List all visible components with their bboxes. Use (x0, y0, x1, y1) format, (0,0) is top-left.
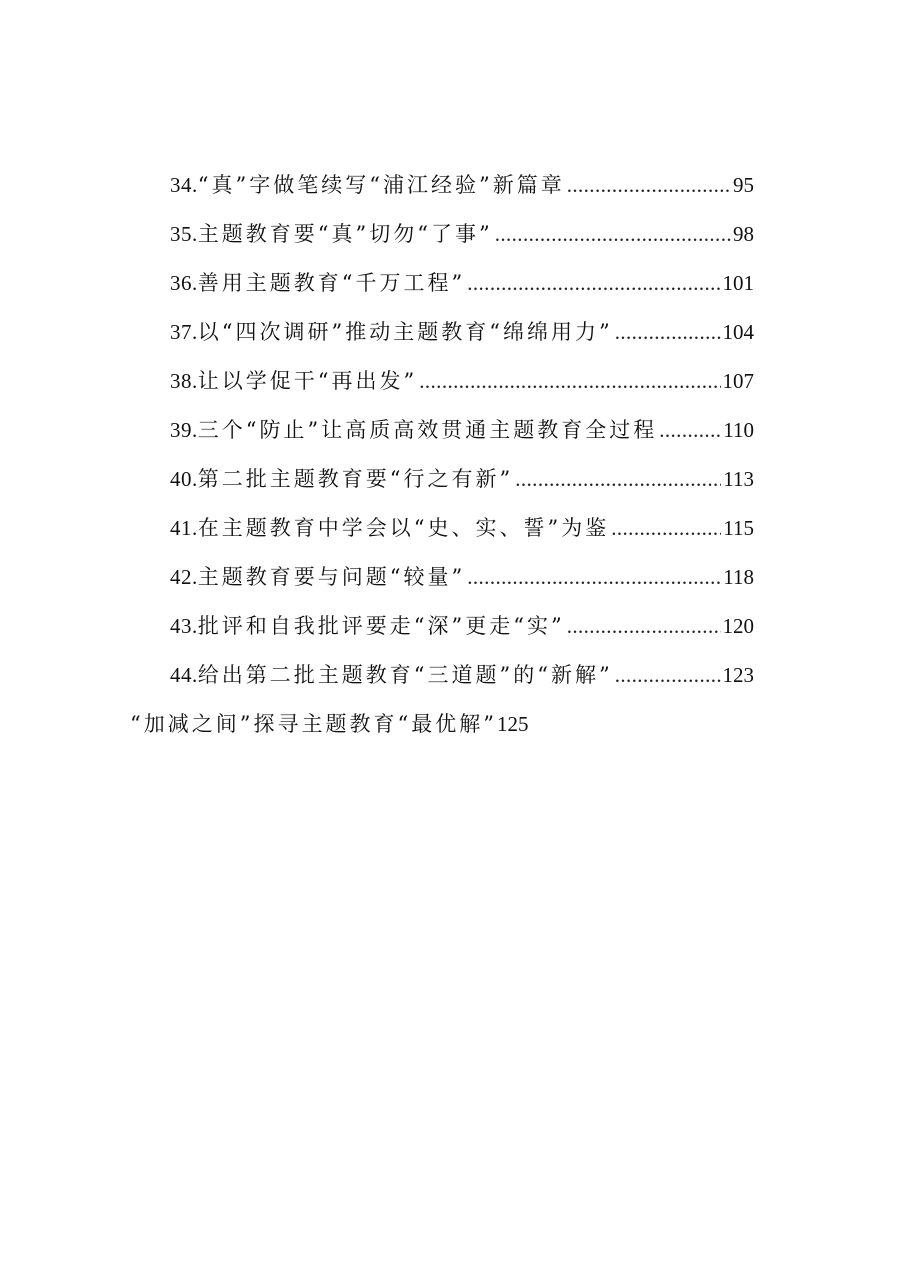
entry-title: 在主题教育中学会以“史、实、誓”为鉴 (197, 516, 610, 540)
entry-title: 三个“防止”让高质高效贯通主题教育全过程 (197, 418, 658, 442)
toc-entry-38[interactable] (170, 366, 754, 396)
entry-number: 44. (170, 663, 198, 687)
toc-entry-36[interactable] (170, 268, 754, 298)
entry-number: 36. (170, 271, 198, 295)
entry-number: 35. (170, 222, 198, 246)
entry-title: 善用主题教育“千万工程” (197, 271, 466, 295)
toc-entry-40[interactable] (170, 464, 754, 494)
dot-leader (467, 268, 720, 298)
entry-page: 110 (723, 418, 754, 442)
entry-page: 123 (722, 663, 754, 687)
toc-entry-44[interactable] (170, 660, 754, 690)
entry-number: 38. (170, 369, 198, 393)
entry-page: 113 (723, 467, 754, 491)
dot-leader (615, 660, 721, 690)
entry-page: 101 (722, 271, 754, 295)
entry-page: 120 (722, 614, 754, 638)
entry-title: 以“四次调研”推动主题教育“绵绵用力” (197, 320, 613, 344)
toc-entry-37[interactable] (170, 317, 754, 347)
entry-title: “加减之间”探寻主题教育“最优解” (130, 712, 497, 736)
toc-entry-41[interactable] (170, 513, 754, 543)
entry-number: 39. (170, 418, 198, 442)
entry-title: 批评和自我批评要走“深”更走“实” (197, 614, 565, 638)
dot-leader (495, 219, 731, 249)
dot-leader (419, 366, 720, 396)
entry-title: 第二批主题教育要“行之有新” (197, 467, 514, 491)
toc-entry-35[interactable] (170, 219, 754, 249)
entry-number: 37. (170, 320, 198, 344)
entry-page: 125 (496, 712, 529, 736)
toc-entry-39[interactable] (170, 415, 754, 445)
entry-title: 主题教育要“真”切勿“了事” (197, 222, 493, 246)
entry-number: 41. (170, 516, 198, 540)
toc-entry-unnumbered[interactable] (130, 709, 528, 739)
dot-leader (611, 513, 721, 543)
toc-entry-43[interactable] (170, 611, 754, 641)
entry-page: 95 (733, 173, 754, 197)
entry-number: 40. (170, 467, 198, 491)
entry-page: 107 (722, 369, 754, 393)
toc-entry-42[interactable] (170, 562, 754, 592)
toc-entry-34[interactable] (170, 170, 754, 200)
entry-number: 42. (170, 565, 198, 589)
dot-leader (515, 464, 721, 494)
entry-title: 主题教育要与问题“较量” (197, 565, 466, 589)
dot-leader (615, 317, 721, 347)
dot-leader (567, 170, 731, 200)
entry-title: “真”字做笔续写“浦江经验”新篇章 (197, 173, 565, 197)
entry-title: 给出第二批主题教育“三道题”的“新解” (197, 663, 613, 687)
entry-number: 43. (170, 614, 198, 638)
dot-leader (467, 562, 721, 592)
entry-title: 让以学促干“再出发” (197, 369, 418, 393)
dot-leader (567, 611, 721, 641)
entry-page: 118 (723, 565, 754, 589)
dot-leader (659, 415, 721, 445)
entry-page: 98 (733, 222, 754, 246)
entry-page: 115 (723, 516, 754, 540)
entry-page: 104 (722, 320, 754, 344)
entry-number: 34. (170, 173, 198, 197)
